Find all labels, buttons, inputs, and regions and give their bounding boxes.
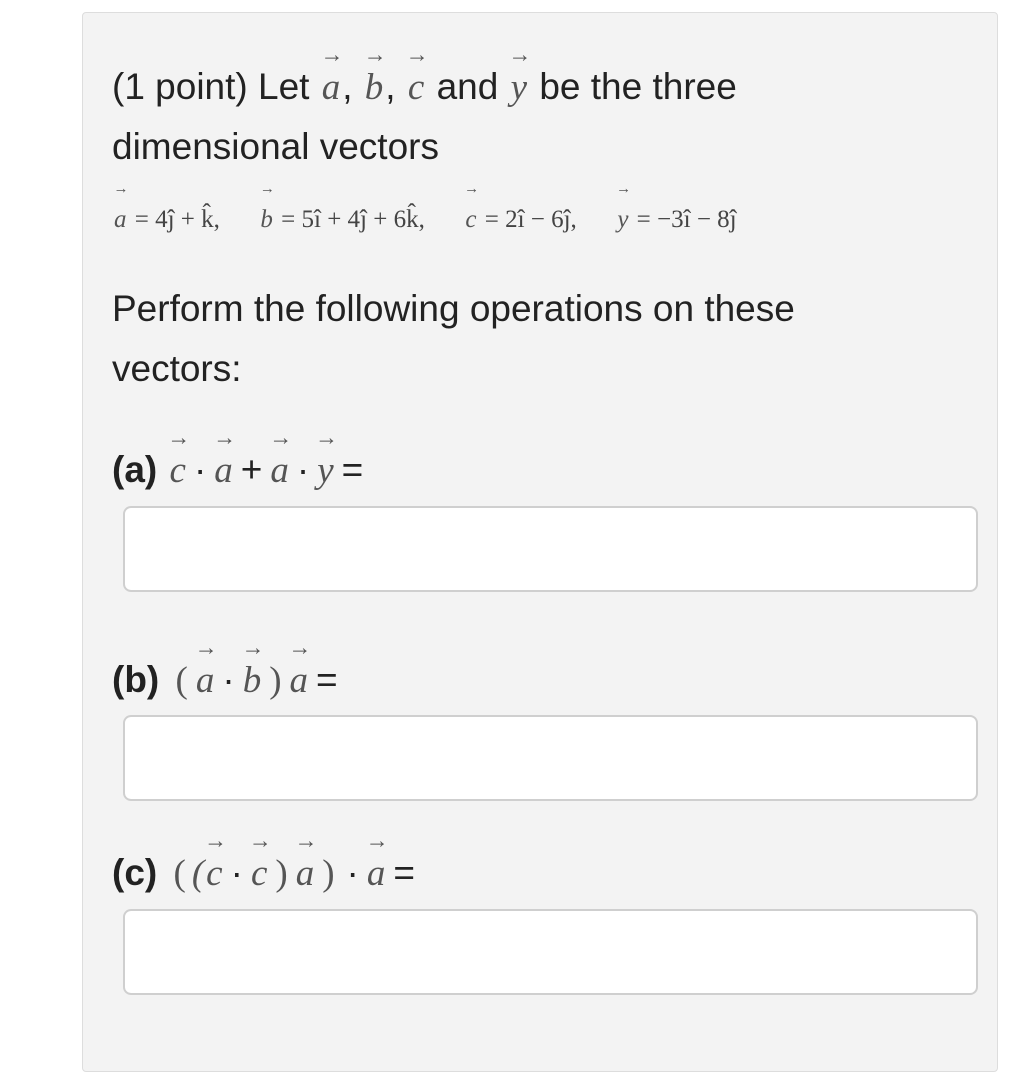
- right-paren: ): [275, 853, 288, 894]
- vector-c-symbol: → c: [168, 441, 188, 501]
- left-paren: (: [191, 853, 205, 894]
- left-paren: (: [175, 660, 188, 701]
- dot-operator: ·: [296, 449, 310, 490]
- def-y-name: → y: [615, 190, 630, 250]
- instruction-line-2: vectors:: [112, 348, 242, 389]
- equals-sign: =: [341, 449, 364, 490]
- def-c-expr: = 2î − 6ĵ,: [484, 206, 577, 233]
- left-paren: (: [173, 853, 186, 894]
- equals-sign: =: [316, 659, 338, 700]
- def-y-expr: = −3î − 8ĵ: [636, 206, 737, 233]
- part-c-prompt: [112, 843, 421, 904]
- right-paren: ): [269, 660, 282, 701]
- vector-a-symbol: → a: [212, 441, 235, 501]
- dot-operator: ·: [230, 852, 243, 893]
- intro-comma: ,: [385, 66, 396, 107]
- vector-definitions: [112, 190, 737, 250]
- part-b-prompt: [112, 650, 344, 711]
- part-b-label: (b): [112, 659, 160, 700]
- def-a-name: → a: [112, 190, 129, 250]
- vector-c-symbol: → c: [406, 58, 426, 118]
- vector-a-symbol: → a: [268, 441, 291, 501]
- part-a-answer-input[interactable]: [123, 506, 978, 592]
- problem-intro: [112, 57, 737, 118]
- def-a-expr: = 4ĵ + k̂,: [134, 206, 220, 233]
- intro-and: and: [436, 66, 499, 107]
- vector-y-symbol: → y: [509, 58, 529, 118]
- intro-suffix: be the three: [539, 66, 737, 107]
- part-b-answer-input[interactable]: [123, 715, 978, 801]
- equals-sign: =: [393, 852, 415, 893]
- part-c-answer-input[interactable]: [123, 909, 978, 995]
- def-b-name: → b: [258, 190, 275, 250]
- plus-operator: +: [240, 449, 263, 490]
- dot-operator: ·: [222, 659, 235, 700]
- def-b-expr: = 5î + 4ĵ + 6k̂,: [281, 206, 425, 233]
- vector-a-symbol: → a: [194, 651, 217, 711]
- intro-comma: ,: [342, 66, 353, 107]
- right-paren: ): [322, 853, 335, 894]
- def-c-name: → c: [463, 190, 478, 250]
- vector-a-symbol: → a: [365, 844, 388, 904]
- vector-a-symbol: → a: [288, 651, 311, 711]
- vector-y-symbol: → y: [315, 441, 335, 501]
- part-c-label: (c): [112, 852, 158, 893]
- dot-operator: ·: [193, 449, 207, 490]
- vector-b-symbol: → b: [363, 58, 386, 118]
- part-a-label: (a): [112, 449, 158, 490]
- intro-line-2: dimensional vectors: [112, 126, 439, 167]
- vector-c-symbol: → c: [249, 844, 269, 904]
- vector-b-symbol: → b: [241, 651, 264, 711]
- part-a-prompt: [112, 440, 369, 501]
- intro-prefix: (1 point) Let: [112, 66, 310, 107]
- vector-a-symbol: → a: [320, 58, 343, 118]
- dot-operator: ·: [346, 852, 359, 893]
- vector-c-symbol: → c: [204, 844, 224, 904]
- instruction-line-1: Perform the following operations on these: [112, 288, 795, 329]
- vector-a-symbol: → a: [294, 844, 317, 904]
